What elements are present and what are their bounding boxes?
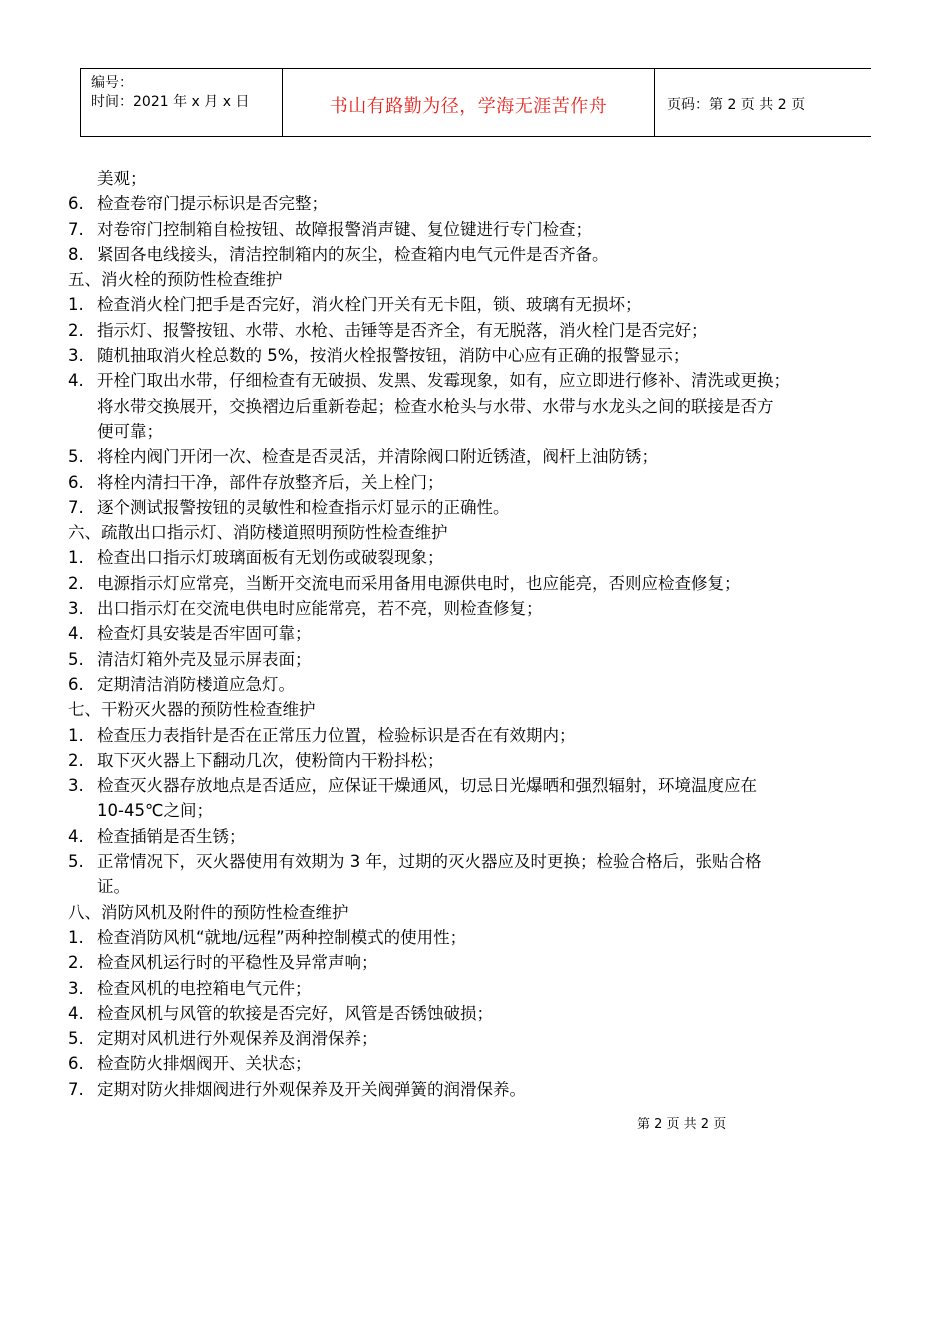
list-text: 定期清洁消防楼道应急灯。 — [97, 674, 295, 694]
page-footer: 第 2 页 共 2 页 — [637, 1117, 727, 1132]
header-page-label: 页码：第 2 页 共 2 页 — [667, 97, 806, 113]
list-item — [68, 925, 918, 950]
list-item — [68, 723, 918, 748]
list-number: 6. — [68, 1054, 84, 1074]
list-item — [68, 242, 918, 267]
list-number: 6. — [68, 472, 84, 492]
list-item — [68, 849, 918, 874]
list-item — [68, 217, 918, 242]
list-text: 检查压力表指针是否在正常压力位置，检验标识是否在有效期内； — [97, 725, 576, 745]
section-heading-5: 五、消火栓的预防性检查维护 — [68, 270, 283, 290]
list-text: 紧固各电线接头，清洁控制箱内的灰尘，检查箱内电气元件是否齐备。 — [97, 244, 609, 264]
list-item — [68, 545, 918, 570]
list-item — [68, 647, 918, 672]
list-number: 8. — [68, 244, 84, 264]
list-item — [68, 571, 918, 596]
list-text: 电源指示灯应常亮，当断开交流电而采用备用电源供电时，也应能亮，否则应检查修复； — [97, 573, 741, 593]
list-item — [68, 824, 918, 849]
list-number: 3. — [68, 978, 84, 998]
list-number: 5. — [68, 852, 84, 872]
list-number: 2. — [68, 953, 84, 973]
list-item — [68, 1026, 918, 1051]
list-number: 7. — [68, 1079, 84, 1099]
section-heading-8: 八、消防风机及附件的预防性检查维护 — [68, 902, 349, 922]
list-text: 指示灯、报警按钮、水带、水枪、击锤等是否齐全，有无脱落，消火栓门是否完好； — [97, 320, 708, 340]
list-number: 1. — [68, 295, 84, 315]
list-text: 出口指示灯在交流电供电时应能常亮，若不亮，则检查修复； — [97, 599, 543, 619]
list-item-continuation: 将水带交换展开，交换褶边后重新卷起；检查水枪头与水带、水带与水龙头之间的联接是否方 — [97, 396, 774, 416]
list-item — [68, 318, 918, 343]
header-motto: 书山有路勤为径，学海无涯苦作舟 — [329, 96, 608, 117]
list-item — [68, 368, 918, 393]
list-text: 随机抽取消火栓总数的 5%，按消火栓报警按钮，消防中心应有正确的报警显示； — [97, 346, 690, 366]
document-number-label: 编号： — [91, 75, 133, 91]
list-text: 定期对风机进行外观保养及润滑保养； — [97, 1029, 378, 1049]
list-number: 6. — [68, 674, 84, 694]
list-number: 1. — [68, 725, 84, 745]
list-number: 6. — [68, 194, 84, 214]
list-number: 1. — [68, 548, 84, 568]
list-number: 2. — [68, 750, 84, 770]
list-item — [68, 748, 918, 773]
list-text: 定期对防火排烟阀进行外观保养及开关阀弹簧的润滑保养。 — [97, 1079, 526, 1099]
list-item — [68, 292, 918, 317]
list-item — [68, 596, 918, 621]
list-number: 2. — [68, 573, 84, 593]
list-text: 检查风机运行时的平稳性及异常声响； — [97, 953, 378, 973]
list-text: 检查灯具安装是否牢固可靠； — [97, 624, 312, 644]
header-table — [80, 68, 871, 137]
list-text: 对卷帘门控制箱自检按钮、故障报警消声键、复位键进行专门检查； — [97, 219, 592, 239]
list-item — [68, 1051, 918, 1076]
list-number: 7. — [68, 219, 84, 239]
list-item-continuation: 10-45℃之间； — [97, 801, 213, 821]
list-item — [68, 976, 918, 1001]
document-time-label: 时间：2021 年 x 月 x 日 — [91, 94, 250, 110]
list-item — [68, 444, 918, 469]
list-number: 3. — [68, 776, 84, 796]
list-text: 逐个测试报警按钮的灵敏性和检查指示灯显示的正确性。 — [97, 497, 510, 517]
list-text: 清洁灯箱外壳及显示屏表面； — [97, 649, 312, 669]
list-number: 4. — [68, 624, 84, 644]
list-text: 将栓内清扫干净，部件存放整齐后，关上栓门； — [97, 472, 444, 492]
list-text: 将栓内阀门开闭一次、检查是否灵活，并清除阀口附近锈渣，阀杆上油防锈； — [97, 447, 658, 467]
list-item — [68, 621, 918, 646]
list-text: 检查灭火器存放地点是否适应，应保证干燥通风，切忌日光爆晒和强烈辐射，环境温度应在 — [97, 776, 757, 796]
list-item — [68, 1001, 918, 1026]
list-text: 检查风机的电控箱电气元件； — [97, 978, 312, 998]
list-item — [68, 470, 918, 495]
list-text: 检查消防风机“就地/远程”两种控制模式的使用性； — [97, 927, 467, 947]
list-text: 开栓门取出水带，仔细检查有无破损、发黑、发霉现象，如有，应立即进行修补、清洗或更换； — [97, 371, 790, 391]
list-number: 7. — [68, 497, 84, 517]
section-heading-6: 六、疏散出口指示灯、消防楼道照明预防性检查维护 — [68, 523, 448, 543]
section-heading-7: 七、干粉灭火器的预防性检查维护 — [68, 700, 316, 720]
document-body — [68, 166, 918, 1102]
list-number: 5. — [68, 1029, 84, 1049]
header-motto-cell — [283, 69, 655, 136]
list-number: 4. — [68, 371, 84, 391]
header-info-cell — [81, 69, 283, 136]
list-item — [68, 343, 918, 368]
list-item-continuation: 便可靠； — [97, 421, 163, 441]
list-item-continuation: 证。 — [97, 877, 130, 897]
list-number: 4. — [68, 1003, 84, 1023]
list-text: 检查防火排烟阀开、关状态； — [97, 1054, 312, 1074]
list-item — [68, 672, 918, 697]
list-text: 检查消火栓门把手是否完好，消火栓门开关有无卡阻，锁、玻璃有无损坏； — [97, 295, 642, 315]
list-text: 正常情况下，灭火器使用有效期为 3 年，过期的灭火器应及时更换；检验合格后，张贴合格 — [97, 852, 762, 872]
list-text: 检查插销是否生锈； — [97, 826, 246, 846]
list-item — [68, 191, 918, 216]
list-text: 检查风机与风管的软接是否完好，风管是否锈蚀破损； — [97, 1003, 493, 1023]
continuation-line: 美观； — [97, 169, 147, 188]
list-number: 5. — [68, 649, 84, 669]
list-text: 检查出口指示灯玻璃面板有无划伤或破裂现象； — [97, 548, 444, 568]
list-number: 5. — [68, 447, 84, 467]
list-item — [68, 773, 918, 798]
list-number: 2. — [68, 320, 84, 340]
header-page-cell — [655, 69, 871, 136]
list-number: 3. — [68, 346, 84, 366]
list-number: 4. — [68, 826, 84, 846]
list-item — [68, 495, 918, 520]
list-number: 1. — [68, 927, 84, 947]
list-item — [68, 950, 918, 975]
list-item — [68, 1077, 918, 1102]
list-text: 取下灭火器上下翻动几次，使粉筒内干粉抖松； — [97, 750, 444, 770]
list-text: 检查卷帘门提示标识是否完整； — [97, 194, 328, 214]
list-number: 3. — [68, 599, 84, 619]
